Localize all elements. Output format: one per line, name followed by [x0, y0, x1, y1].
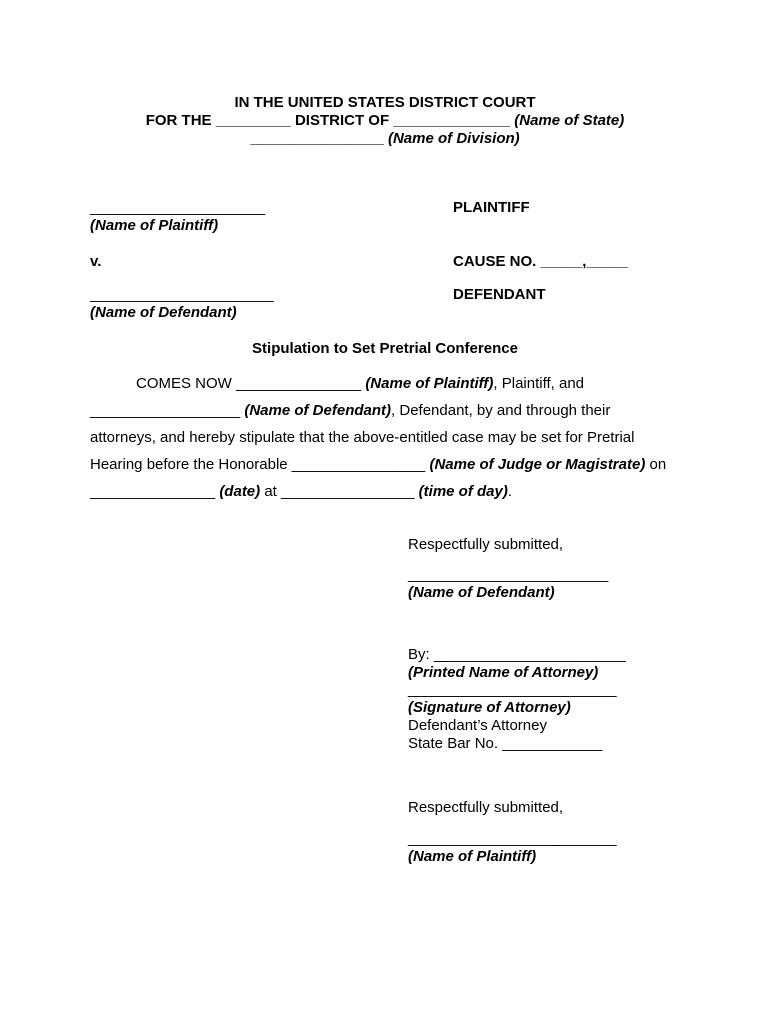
time-placeholder: (time of day)	[418, 483, 508, 500]
cause-number: CAUSE NO. _____,_____	[453, 253, 629, 270]
plaintiff-label: PLAINTIFF	[453, 199, 530, 216]
division-line	[0, 130, 770, 148]
division-placeholder: (Name of Division)	[387, 130, 520, 147]
paragraph-line-3: attorneys, and hereby stipulate that the above-entitled case may be set for Pretrial	[90, 429, 635, 446]
stipulation-paragraph	[90, 370, 680, 505]
respectfully-submitted-defendant: Respectfully submitted,	[408, 536, 564, 553]
paragraph-line-1: COMES NOW _______________ (Name of Plaintiff), Plaintiff, and	[136, 375, 585, 392]
defendants-attorney-label: Defendant’s Attorney	[408, 717, 547, 734]
printed-attorney-name: (Printed Name of Attorney)	[408, 664, 599, 681]
court-title: IN THE UNITED STATES DISTRICT COURT	[234, 94, 536, 111]
attorney-signature-label: (Signature of Attorney)	[408, 699, 571, 716]
defendant-label: DEFENDANT	[453, 286, 546, 303]
document-title: Stipulation to Set Pretrial Conference	[252, 340, 518, 357]
defendant-signature-name: (Name of Defendant)	[408, 584, 555, 601]
attorney-signature-line: _________________________	[408, 681, 617, 698]
plaintiff-placeholder-inline: (Name of Plaintiff)	[365, 375, 494, 392]
date-placeholder: (date)	[219, 483, 261, 500]
plaintiff-signature-line: _________________________	[408, 830, 617, 847]
plaintiff-signature-name: (Name of Plaintiff)	[408, 848, 537, 865]
defendant-blank: ______________________	[90, 286, 274, 303]
plaintiff-name-placeholder: (Name of Plaintiff)	[90, 217, 219, 234]
versus-label: v.	[90, 253, 102, 270]
judge-placeholder: (Name of Judge or Magistrate)	[429, 456, 646, 473]
district-line	[0, 112, 770, 130]
defendant-name-placeholder: (Name of Defendant)	[90, 304, 237, 321]
defendant-signature-line: ________________________	[408, 566, 609, 583]
paragraph-line-2: __________________ (Name of Defendant), Defendant, by and through their	[90, 402, 611, 419]
paragraph-line-5: _______________ (date) at ________________ (time of day).	[90, 483, 513, 500]
defendant-placeholder-inline: (Name of Defendant)	[244, 402, 392, 419]
respectfully-submitted-plaintiff: Respectfully submitted,	[408, 799, 564, 816]
state-bar-number: State Bar No. ____________	[408, 735, 603, 752]
paragraph-line-4: Hearing before the Honorable ________________ (Name of Judge or Magistrate) on	[90, 456, 667, 473]
district-text: FOR THE _________ DISTRICT OF ______________	[145, 112, 511, 129]
division-blank: ________________	[250, 130, 384, 147]
state-placeholder: (Name of State)	[514, 112, 625, 129]
by-attorney-line: By: _______________________	[408, 646, 626, 663]
plaintiff-blank: _____________________	[90, 199, 266, 216]
